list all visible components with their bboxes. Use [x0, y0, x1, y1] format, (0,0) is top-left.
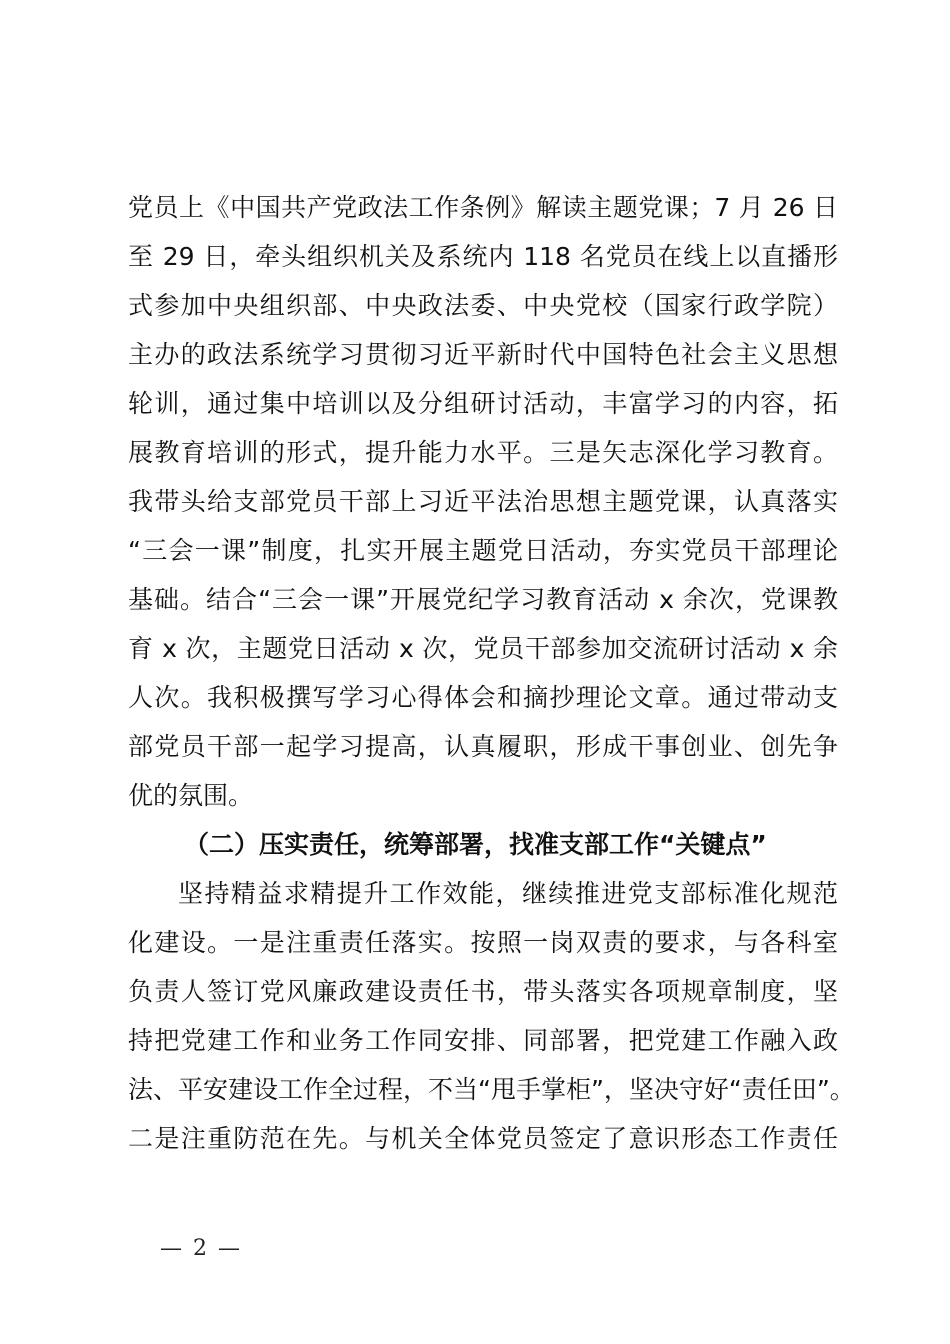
body-line: 优的氛围。 [128, 781, 254, 810]
section-line: 持把党建工作和业务工作同安排、同部署，把党建工作融入政 [128, 1026, 838, 1055]
body-line: 展教育培训的形式，提升能力水平。三是矢志深化学习教育。 [128, 438, 838, 467]
section-heading: （二）压实责任，统筹部署，找准支部工作“关键点” [184, 830, 767, 859]
section-line: 法、平安建设工作全过程，不当“甩手掌柜”，坚决守好“责任田”。 [128, 1075, 855, 1104]
section-line: 坚持精益求精提升工作效能，继续推进党支部标准化规范 [178, 879, 838, 908]
body-line: 育 x 次，主题党日活动 x 次，党员干部参加交流研讨活动 x 余 [128, 634, 838, 663]
body-line: 党员上《中国共产党政法工作条例》解读主题党课；7 月 26 日 [128, 193, 838, 222]
section-line: 二是注重防范在先。与机关全体党员签定了意识形态工作责任 [128, 1124, 838, 1153]
body-line: 部党员干部一起学习提高，认真履职，形成干事创业、创先争 [128, 732, 838, 761]
section-line: 化建设。一是注重责任落实。按照一岗双责的要求，与各科室 [128, 928, 838, 957]
body-line: 主办的政法系统学习贯彻习近平新时代中国特色社会主义思想 [128, 340, 838, 369]
section-line: 负责人签订党风廉政建设责任书，带头落实各项规章制度，坚 [128, 977, 838, 1006]
body-line: 至 29 日，牵头组织机关及系统内 118 名党员在线上以直播形 [128, 242, 838, 271]
body-line: 轮训，通过集中培训以及分组研讨活动，丰富学习的内容，拓 [128, 389, 838, 418]
body-line: 式参加中央组织部、中央政法委、中央党校（国家行政学院） [128, 291, 838, 320]
body-line: “三会一课”制度，扎实开展主题党日活动，夯实党员干部理论 [128, 536, 838, 565]
body-line: 基础。结合“三会一课”开展党纪学习教育活动 x 余次，党课教 [128, 585, 838, 614]
document-body [128, 183, 855, 1163]
body-line: 人次。我积极撰写学习心得体会和摘抄理论文章。通过带动支 [128, 683, 838, 712]
body-line: 我带头给支部党员干部上习近平法治思想主题党课，认真落实 [128, 487, 838, 516]
page-number: — 2 — [160, 1236, 242, 1261]
